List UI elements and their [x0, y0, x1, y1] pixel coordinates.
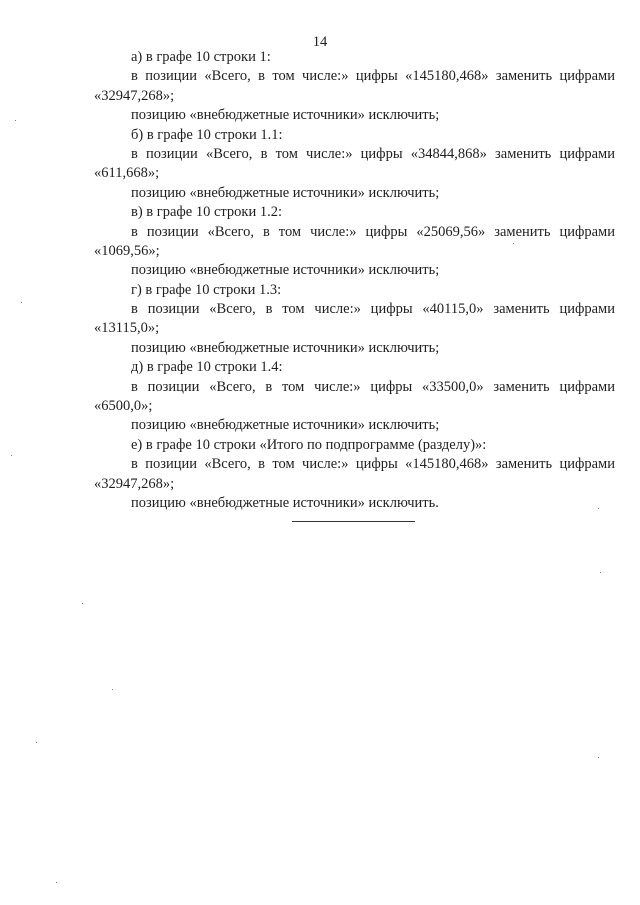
item-replace-value: «1069,56»;: [94, 242, 160, 259]
item-remove-line: позицию «внебюджетные источники» исключить;: [131, 262, 440, 279]
item-replace-line: в позиции «Всего, в том числе:» цифры «40115,0» заменить цифрами: [131, 301, 615, 318]
item-remove-line: позицию «внебюджетные источники» исключить;: [131, 339, 440, 356]
item-replace-value: «611,668»;: [94, 165, 160, 182]
item-replace-line: в позиции «Всего, в том числе:» цифры «145180,468» заменить цифрами: [131, 456, 615, 473]
item-replace-line: в позиции «Всего, в том числе:» цифры «33500,0» заменить цифрами: [131, 378, 615, 395]
amendment-item-v: [94, 203, 615, 281]
scan-speck: [598, 757, 599, 758]
scan-speck: [11, 455, 12, 456]
item-replace-value: «32947,268»;: [94, 475, 175, 492]
scan-speck: [36, 742, 37, 743]
amendment-item-g: [94, 281, 615, 359]
scan-speck: [598, 508, 599, 509]
scan-speck: [15, 120, 16, 121]
item-replace-value: «13115,0»;: [94, 320, 160, 337]
scan-speck: [82, 603, 83, 604]
item-replace-line: в позиции «Всего, в том числе:» цифры «25069,56» заменить цифрами: [131, 223, 615, 240]
item-heading: в) в графе 10 строки 1.2:: [131, 204, 283, 221]
item-replace-line: в позиции «Всего, в том числе:» цифры «34844,868» заменить цифрами: [131, 145, 615, 162]
item-replace-line: в позиции «Всего, в том числе:» цифры «145180,468» заменить цифрами: [131, 68, 615, 85]
item-heading: б) в графе 10 строки 1.1:: [131, 126, 283, 143]
item-remove-line: позицию «внебюджетные источники» исключить;: [131, 417, 440, 434]
scan-speck: [21, 302, 22, 303]
amendment-item-e: [94, 436, 615, 514]
amendment-item-a: [94, 48, 615, 126]
scan-speck: [600, 572, 601, 573]
item-replace-value: «32947,268»;: [94, 87, 175, 104]
item-remove-line: позицию «внебюджетные источники» исключить;: [131, 184, 440, 201]
amendment-item-b: [94, 126, 615, 204]
item-heading: а) в графе 10 строки 1:: [131, 49, 271, 65]
end-rule-divider: [292, 521, 415, 522]
item-heading: е) в графе 10 строки «Итого по подпрограмме (разделу)»:: [131, 436, 487, 453]
amendment-item-d: [94, 358, 615, 436]
page-number: 14: [312, 34, 328, 50]
item-heading: г) в графе 10 строки 1.3:: [131, 281, 282, 298]
item-replace-value: «6500,0»;: [94, 398, 153, 415]
scan-speck: [513, 243, 514, 244]
item-remove-line: позицию «внебюджетные источники» исключить.: [131, 494, 439, 511]
scan-speck: [112, 689, 113, 690]
scan-speck: [56, 882, 57, 883]
item-remove-line: позицию «внебюджетные источники» исключить;: [131, 107, 440, 124]
item-heading: д) в графе 10 строки 1.4:: [131, 359, 283, 376]
amendment-text: [94, 48, 615, 513]
